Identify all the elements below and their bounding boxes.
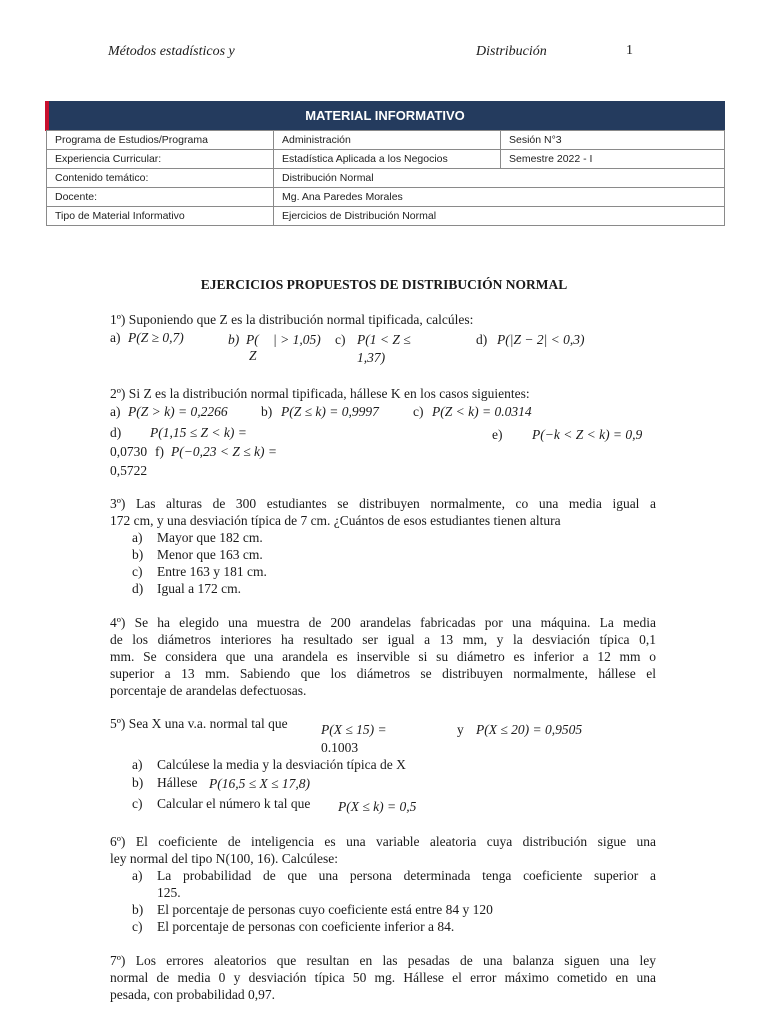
table-row	[47, 207, 725, 226]
ex2-d-label: d)	[110, 425, 122, 440]
ex2-e-formula: P(−k < Z < k) = 0,9	[532, 427, 643, 442]
banner-title: MATERIAL INFORMATIVO	[305, 108, 465, 123]
ex2-b-label: b)	[261, 404, 273, 419]
ex5-formula-1: P(X ≤ 15) =	[321, 722, 387, 737]
ex4-line: de los diámetros interiores ha resultado ser igual a 13 mm, y la desviación típica 0,1	[110, 632, 656, 647]
ex7-line-3: pesada, con probabilidad 0,97.	[110, 987, 275, 1002]
ex1-c-formula-cont: 1,37)	[357, 350, 386, 365]
ex7-line-1: 7º) Los errores aleatorios que resultan en las pesadas de una balanza siguen una ley	[110, 953, 656, 968]
ex2-d-value: 0,0730	[110, 444, 148, 459]
table-cell: Semestre 2022 - I	[501, 150, 725, 169]
table-cell: Contenido temático:	[47, 169, 274, 188]
ex5-item-formula: P(16,5 ≤ X ≤ 17,8)	[209, 776, 311, 791]
ex2-f-formula: P(−0,23 < Z ≤ k) =	[171, 444, 277, 459]
ex6-b-label: b)	[132, 902, 144, 917]
ex3-item-text: Menor que 163 cm.	[157, 547, 263, 562]
ex5-item-text: Calcular el número k tal que	[157, 796, 311, 811]
ex5-conjunction: y	[457, 722, 464, 737]
table-cell: Distribución Normal	[274, 169, 725, 188]
ex1-d-formula: P(|Z − 2| < 0,3)	[497, 332, 585, 347]
table-cell: Mg. Ana Paredes Morales	[274, 188, 725, 207]
ex3-item-label: d)	[132, 581, 144, 596]
table-cell: Estadística Aplicada a los Negocios	[274, 150, 501, 169]
ex1-a-formula: P(Z ≥ 0,7)	[128, 330, 184, 345]
ex5-formula-2: P(X ≤ 20) = 0,9505	[476, 722, 583, 737]
ex5-item-text: Calcúlese la media y la desviación típica de X	[157, 757, 406, 772]
ex6-b-text: El porcentaje de personas cuyo coeficiente está entre 84 y 120	[157, 902, 493, 917]
ex5-item-formula: P(X ≤ k) = 0,5	[338, 799, 417, 814]
ex1-b-formula-start: P(	[246, 332, 259, 347]
ex2-a-label: a)	[110, 404, 121, 419]
ex1-b-label: b)	[228, 332, 240, 347]
ex1-b-variable: Z	[249, 348, 257, 363]
table-row	[47, 131, 725, 150]
ex1-a-label: a)	[110, 330, 121, 345]
ex2-b-formula: P(Z ≤ k) = 0,9997	[281, 404, 379, 419]
ex6-c-text: El porcentaje de personas con coeficiente inferior a 84.	[157, 919, 455, 934]
ex2-intro: 2º) Si Z es la distribución normal tipificada, hállese K en los casos siguientes:	[110, 386, 530, 401]
table-row	[47, 188, 725, 207]
ex1-d-label: d)	[476, 332, 488, 347]
ex2-e-label: e)	[492, 427, 503, 442]
ex1-b-formula-end: | > 1,05)	[273, 332, 321, 347]
ex2-d-formula: P(1,15 ≤ Z < k) =	[150, 425, 247, 440]
ex5-formula-1-value: 0.1003	[321, 740, 359, 755]
document-title: EJERCICIOS PROPUESTOS DE DISTRIBUCIÓN NORMAL	[200, 277, 568, 292]
ex4-line: superior a 13 mm. Sabiendo que los diámetros se distribuyen normalmente, hállese el	[110, 666, 656, 681]
ex5-item-label: c)	[132, 796, 143, 811]
ex6-c-label: c)	[132, 919, 143, 934]
ex1-c-formula: P(1 < Z ≤	[357, 332, 411, 347]
ex3-item-text: Igual a 172 cm.	[157, 581, 241, 596]
ex3-item-label: c)	[132, 564, 143, 579]
table-cell: Docente:	[47, 188, 274, 207]
ex5-item-label: b)	[132, 775, 144, 790]
ex3-item-label: a)	[132, 530, 143, 545]
table-cell: Programa de Estudios/Programa	[47, 131, 274, 150]
ex3-item-text: Entre 163 y 181 cm.	[157, 564, 267, 579]
ex7-line-2: normal de media 0 y desviación típica 50 mg. Hállese el error máximo cometido en una	[110, 970, 656, 985]
ex2-c-formula: P(Z < k) = 0.0314	[432, 404, 532, 419]
ex3-item-label: b)	[132, 547, 144, 562]
table-cell: Administración	[274, 131, 501, 150]
ex3-line-2: 172 cm, y una desviación típica de 7 cm. ¿Cuántos de esos estudiantes tienen altura	[110, 513, 561, 528]
table-cell: Tipo de Material Informativo	[47, 207, 274, 226]
table-cell: Experiencia Curricular:	[47, 150, 274, 169]
ex1-intro: 1º) Suponiendo que Z es la distribución normal tipificada, calcúles:	[110, 312, 474, 327]
ex4-line: mm. Se considera que una arandela es inservible si su diámetro es inferior a 12 mm o	[110, 649, 656, 664]
ex3-item-text: Mayor que 182 cm.	[157, 530, 263, 545]
ex2-f-value: 0,5722	[110, 463, 148, 478]
ex5-intro: 5º) Sea X una v.a. normal tal que	[110, 716, 288, 731]
ex2-a-formula: P(Z > k) = 0,2266	[128, 404, 228, 419]
table-row	[47, 169, 725, 188]
page-number: 1	[626, 43, 633, 58]
table-cell: Ejercicios de Distribución Normal	[274, 207, 725, 226]
ex6-line-1: 6º) El coeficiente de inteligencia es una variable aleatoria cuya distribución sigue una	[110, 834, 656, 849]
info-table	[46, 130, 725, 226]
ex4-line: 4º) Se ha elegido una muestra de 200 arandelas fabricadas por una máquina. La media	[110, 615, 656, 630]
ex2-f-label: f)	[155, 444, 164, 459]
header-center: Distribución	[476, 44, 547, 59]
ex6-a-text: La probabilidad de que una persona determinada tenga coeficiente superior a	[157, 868, 656, 883]
ex6-a-label: a)	[132, 868, 143, 883]
ex5-item-label: a)	[132, 757, 143, 772]
ex6-a-text-cont: 125.	[157, 885, 181, 900]
ex5-item-text: Hállese	[157, 775, 198, 790]
ex1-c-label: c)	[335, 332, 346, 347]
table-row	[47, 150, 725, 169]
header-left: Métodos estadísticos y	[108, 44, 235, 59]
ex2-c-label: c)	[413, 404, 424, 419]
ex3-line-1: 3º) Las alturas de 300 estudiantes se distribuyen normalmente, co una media igual a	[110, 496, 656, 511]
ex6-line-2: ley normal del tipo N(100, 16). Calcúlese:	[110, 851, 338, 866]
table-cell: Sesión N°3	[501, 131, 725, 150]
ex4-line-last: porcentaje de arandelas defectuosas.	[110, 683, 307, 698]
